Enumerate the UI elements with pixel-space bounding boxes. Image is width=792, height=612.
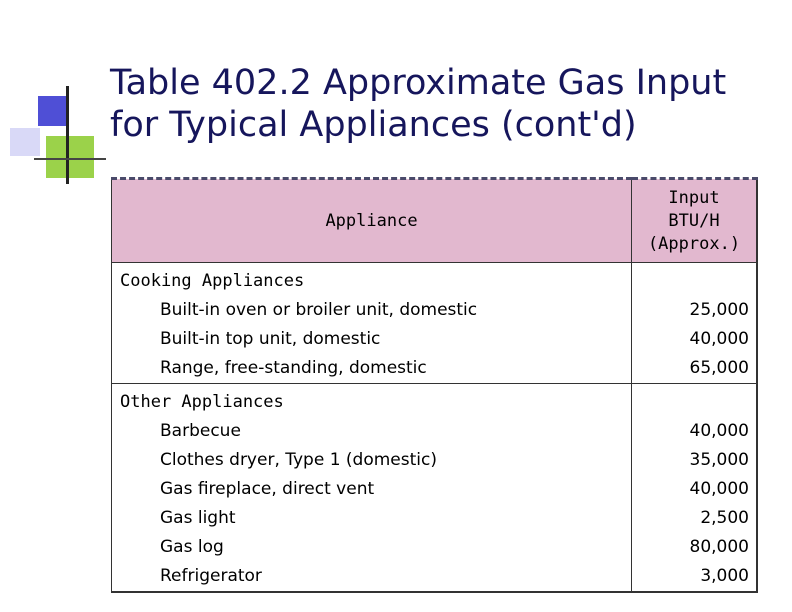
gas-input-table bbox=[111, 177, 758, 593]
header-btu-line2: BTU/H bbox=[668, 210, 720, 231]
list-item: Range, free-standing, domestic bbox=[160, 358, 427, 378]
cooking-btu-cell bbox=[632, 263, 758, 384]
btu-value: 40,000 bbox=[689, 329, 749, 349]
decor-square-lavender bbox=[10, 128, 40, 156]
list-item: Built-in top unit, domestic bbox=[160, 329, 381, 349]
table-row-other bbox=[112, 384, 758, 593]
header-btu-line1: Input bbox=[668, 187, 720, 208]
decor-square-green bbox=[46, 136, 94, 178]
decor-square-blue bbox=[38, 96, 68, 126]
gas-input-table-container bbox=[111, 177, 758, 589]
decor-horizontal-line bbox=[34, 158, 106, 160]
list-item: Clothes dryer, Type 1 (domestic) bbox=[160, 450, 437, 470]
list-item: Barbecue bbox=[160, 421, 241, 441]
list-item: Built-in oven or broiler unit, domestic bbox=[160, 300, 478, 320]
btu-value: 40,000 bbox=[689, 421, 749, 441]
btu-value: 80,000 bbox=[689, 537, 749, 557]
cooking-appliances-cell bbox=[112, 263, 632, 384]
btu-value: 3,000 bbox=[700, 566, 749, 586]
btu-value: 65,000 bbox=[689, 358, 749, 378]
list-item: Refrigerator bbox=[160, 566, 262, 586]
list-item: Gas log bbox=[160, 537, 224, 557]
group-heading-cooking: Cooking Appliances bbox=[120, 271, 305, 291]
btu-value: 2,500 bbox=[700, 508, 749, 528]
header-appliance: Appliance bbox=[112, 179, 632, 263]
header-btu bbox=[632, 179, 758, 263]
decor-vertical-line bbox=[66, 86, 69, 184]
header-btu-line3: (Approx.) bbox=[647, 233, 741, 254]
btu-value: 25,000 bbox=[689, 300, 749, 320]
table-header-row bbox=[112, 179, 758, 263]
table-row-cooking bbox=[112, 263, 758, 384]
btu-spacer bbox=[632, 388, 749, 417]
list-item: Gas light bbox=[160, 508, 236, 528]
btu-value: 35,000 bbox=[689, 450, 749, 470]
btu-spacer bbox=[632, 267, 749, 296]
slide-title: Table 402.2 Approximate Gas Input for Typical Appliances (cont'd) bbox=[110, 63, 727, 145]
list-item: Gas fireplace, direct vent bbox=[160, 479, 375, 499]
group-heading-other: Other Appliances bbox=[120, 392, 284, 412]
btu-value: 40,000 bbox=[689, 479, 749, 499]
other-appliances-cell bbox=[112, 384, 632, 593]
other-btu-cell bbox=[632, 384, 758, 593]
